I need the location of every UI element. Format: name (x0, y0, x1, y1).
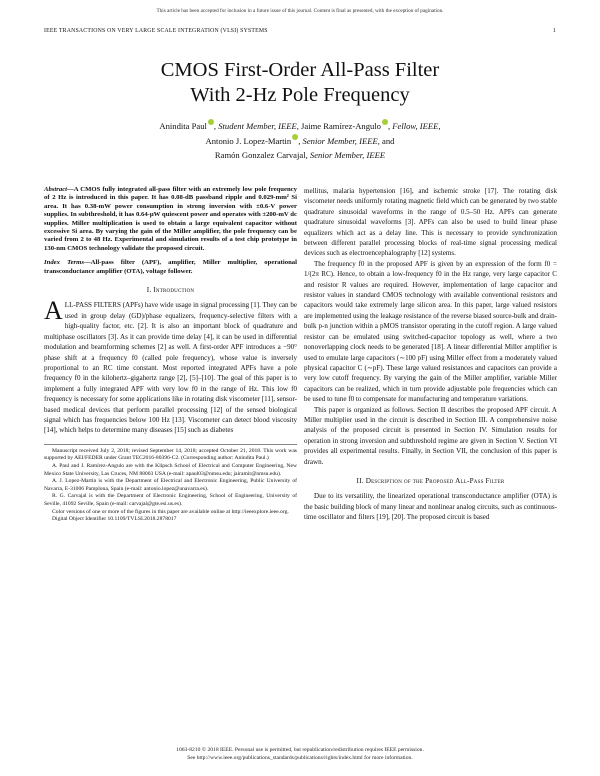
author-line-1 (60, 119, 540, 134)
intro-paragraph (44, 296, 297, 435)
paper-title (0, 58, 600, 108)
abstract (44, 186, 297, 253)
footnote: A. J. Lopez-Martin is with the Department of Electrical and Electronic Engineering, Public University of Navarra, E-31006 Pamplona, Spain (e-mail: antonio.lopez@unavarra.es). (44, 478, 297, 492)
abstract-text: A CMOS fully integrated all-pass filter with an extremely low pole frequency of 2 Hz is introduced in this paper. It has 0.08-dB passband ripple and 0.029-mm² Si area. It has 0.38-mW power consumption in strong inversion with ±0.6-V power supplies. In subthreshold, it has 0.64-μW quiescent power and operates with ±200-mV dc supplies. Miller multiplication is used to obtain a large equivalent capacitor without excessive Si area. By varying the gain of the Miller amplifier, the pole frequency can be varied from 2 to 48 Hz. Experimental and simulation results of a test chip prototype in 130-nm CMOS technology validate the proposed circuit. (44, 186, 297, 252)
right-column (304, 186, 557, 523)
author-line-2 (60, 134, 540, 149)
section-heading-apf: II. Description of the Proposed All-Pass Filter (356, 476, 505, 485)
section-heading-introduction: I. Introduction (146, 286, 195, 295)
index-terms-text: All-pass filter (APF), amplifier, Miller multiplier, operational transconductance amplifier (OTA), voltage follower. (44, 259, 297, 275)
author-block (60, 119, 540, 163)
author-name: , Jaime Ramírez-Angulo (296, 121, 381, 131)
footnote: Color versions of one or more of the figures in this paper are available online at http://ieeexplore.ieee.org. (52, 508, 289, 515)
author-name: Ramón Gonzalez Carvajal (214, 150, 306, 161)
body-paragraph: The frequency f0 in the proposed APF is given by an expression of the form f0 = 1/(2π RC). Hence, to obtain a low-frequency f0 in the Hz range, very large capacitor C and resistor R values are required. However, implementation of large capacitor and resistor values in standard CMOS technology with available conventional resistors and capacitors would take extremely large silicon area. In this paper, large valued resistors are implemented using the leakage resistance of the reverse biased source-bulk and drain-bulk p-n junction within a pMOS transistor operating in the cutoff region. A large valued resistor can be emulated using switched-capacitor topology as well, where a two nonoverlapping clock needs to be generated [18]. A linear differential Miller amplifier is used to emulate large capacitors (∼100 pF) using Miller effect from a moderately valued physical capacitor C (∼pF). These large valued resistances and capacitors can provide a very low cutoff frequency. By varying the gain of the Miller amplifier, variable Miller capacitors can be realized, which in turn provide adjustable pole frequencies which can be used to tune f0 to compensate for manufacturing and temperature variations. (304, 259, 557, 404)
copyright-line: 1063-8210 © 2018 IEEE. Personal use is permitted, but republication/redistribution requires IEEE permission. (176, 747, 424, 753)
drop-cap: A (44, 296, 63, 326)
footnote: A. Paul and J. Ramírez-Angulo are with the Klipsch School of Electrical and Computer Engineering, New Mexico State University, Las Cruces, NM 88003 USA (e-mail: apaul03@nmsu.edu; jairamir@nmsu.edu). (44, 462, 297, 477)
footnote: Manuscript received July 2, 2018; revised September 14, 2018; accepted October 21, 2018. This work was supported by AEI/FEDER under Grant TEC2016-80396-C2. (Corresponding author: Anindita Paul.) (44, 447, 297, 462)
footnote: R. G. Carvajal is with the Department of Electronic Engineering, School of Engineering, University of Seville, 41092 Seville, Spain (e-mail: carvajal@gte.esi.us.es). (44, 493, 297, 507)
index-terms-label: Index Terms— (44, 259, 91, 267)
author-membership: , Senior Member, IEEE (305, 150, 386, 161)
copyright-notice (0, 746, 600, 762)
left-column (44, 186, 297, 524)
author-conjunction: , and (377, 135, 395, 146)
author-membership: , Senior Member, IEEE (298, 135, 378, 146)
author-name: Antonio J. Lopez-Martin (205, 135, 292, 146)
author-name: Anindita Paul (159, 121, 207, 131)
author-membership: , Student Member, IEEE (213, 121, 297, 131)
footnotes (44, 444, 297, 524)
acceptance-notice: This article has been accepted for inclusion in a future issue of this journal. Content is final as presented, with the exception of pagination. (156, 8, 444, 14)
index-terms (44, 259, 297, 276)
body-paragraph: This paper is organized as follows. Section II describes the proposed APF circuit. A Miller multiplier used in the circuit is described in Section III. A comprehensive noise analysis of the proposed circuit is presented in Section IV. Simulation results for operation in strong inversion and subthreshold regime are given in Section V. Section VI provides all experimental results. Finally, in Section VII, the conclusion of this paper is drawn. (304, 405, 557, 466)
body-paragraph: mellitus, malaria hypertension [16], and ischemic stroke [17]. The rotating disk viscometer needs uniformly rotating magnetic field which can be generated by two stable quadrature sinusoidal waveforms in the range of 0.5–50 Hz. APFs can generate quadrature sinusoidal waveforms [3]. APFs can also be used to build linear phase equalizers which act as a delay line. This is necessary to provide synchronization between different parallel processing blocks of real-time signal processing medical devices such as electroencephalography [12] systems. (304, 187, 557, 258)
abstract-label: Abstract— (44, 186, 74, 193)
title-line-2: With 2-Hz Pole Frequency (190, 84, 410, 106)
running-head (44, 28, 556, 34)
page-number: 1 (552, 28, 556, 34)
rights-link[interactable]: See http://www.ieee.org/publications_standards/publications/rights/index.html for more information. (187, 755, 413, 761)
author-line-3 (60, 148, 540, 163)
title-line-1: CMOS First-Order All-Pass Filter (160, 59, 440, 81)
footnote: Digital Object Identifier 10.1109/TVLSI.2018.2878017 (52, 516, 177, 523)
body-paragraph: Due to its versatility, the linearized operational transconductance amplifier (OTA) is the basic building block of many linear and nonlinear analog circuits, such as continuous-time oscillator and filters [19], [20]. The proposed circuit is based (304, 492, 557, 522)
intro-text: LL-PASS FILTERS (APFs) have wide usage in signal processing [1]. They can be used in group delay (GD)/phase equalizers, frequency-selective filters with a high-quality factor, etc. [2]. It is also an important block of quadrature and multiphase oscillators [3]. As it can provide time delay [4], it can be used in differential modulation and beamforming schemes [2] as well. A first-order APF introduces a −90° phase shift at a frequency f0 (called pole frequency), whose value is inversely proportional to an RC time constant. Most reported integrated APFs have a pole frequency f0 in the kilohertz–gigahertz range [2], [5]–[10]. The goal of this paper is to implement a fully integrated APF with very low f0 in the range of Hz. This low f0 frequency is necessary for some applications like in rotating disk viscometer [11], sensor-based medical devices that perform parallel processing [12] of the sensed biological signal which has frequencies below 100 Hz [13]. Viscometer can detect blood viscosity [14], which helps to determine many diseases [15] such as diabetes (44, 301, 297, 435)
author-membership: , Fellow, IEEE, (387, 121, 441, 131)
journal-name: IEEE TRANSACTIONS ON VERY LARGE SCALE INTEGRATION (VLSI) SYSTEMS (44, 28, 268, 34)
